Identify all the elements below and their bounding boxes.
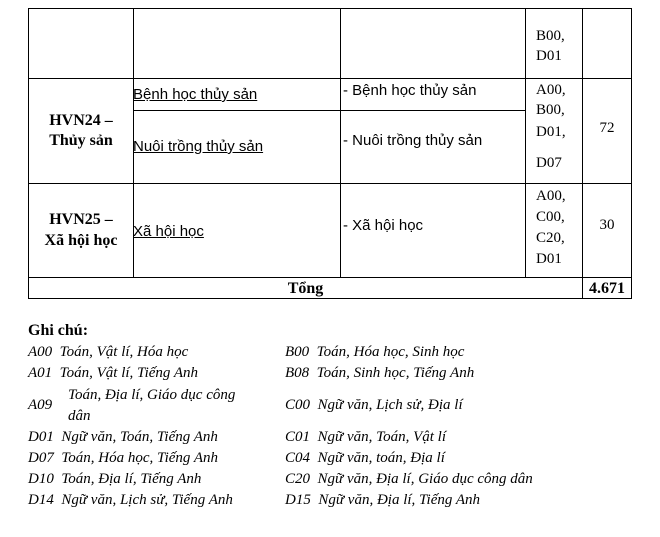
note-code: C20 xyxy=(285,471,311,487)
combo-code: C00, xyxy=(536,209,565,225)
note-code: D07 xyxy=(28,450,54,466)
note-item xyxy=(285,450,445,467)
note-item xyxy=(28,344,188,361)
combo-code: C20, xyxy=(536,230,565,246)
table-border-left xyxy=(28,8,29,299)
note-item xyxy=(285,492,480,509)
quota-value: 72 xyxy=(599,120,615,136)
note-code: C01 xyxy=(285,429,311,445)
note-subjects: Ngữ văn, toán, Địa lí xyxy=(317,450,445,466)
total-value: 4.671 xyxy=(589,280,625,297)
note-subjects: Toán, Sinh học, Tiếng Anh xyxy=(316,365,475,381)
row-divider xyxy=(28,277,632,278)
note-subjects: Ngữ văn, Địa lí, Tiếng Anh xyxy=(318,492,481,508)
major-name: Xã hội học xyxy=(133,223,204,240)
specialty-name: - Xã hội học xyxy=(343,217,424,234)
note-code: B00 xyxy=(285,344,310,360)
major-name: Bệnh học thủy sản xyxy=(133,86,258,103)
table-border-bottom xyxy=(28,298,632,299)
group-name: Thủy sản xyxy=(49,132,113,149)
combo-code: D01 xyxy=(536,48,562,64)
note-item xyxy=(285,365,474,382)
table-border-top xyxy=(28,8,632,9)
note-item xyxy=(285,471,533,488)
note-code: D10 xyxy=(28,471,54,487)
row-divider xyxy=(28,78,632,79)
note-subjects: Ngữ văn, Lịch sử, Tiếng Anh xyxy=(61,492,233,508)
note-code: D14 xyxy=(28,492,54,508)
notes-title: Ghi chú: xyxy=(28,322,89,339)
group-code: HVN24 – xyxy=(49,112,113,129)
table-border-right xyxy=(631,8,632,299)
note-code: C04 xyxy=(285,450,311,466)
specialty-name: - Bệnh học thủy sản xyxy=(343,82,477,99)
note-subjects: Toán, Vật lí, Hóa học xyxy=(59,344,189,360)
note-subjects: Toán, Địa lí, Giáo dục công xyxy=(68,387,236,403)
note-subjects: Ngữ văn, Địa lí, Giáo dục công dân xyxy=(317,471,533,487)
note-subjects: dân xyxy=(68,408,91,424)
column-divider xyxy=(340,8,341,278)
combo-code: D07 xyxy=(536,155,562,171)
row-divider xyxy=(133,110,525,111)
note-item xyxy=(28,471,201,488)
group-code: HVN25 – xyxy=(49,211,113,228)
note-subjects: Ngữ văn, Lịch sử, Địa lí xyxy=(317,397,463,413)
combo-code: A00, xyxy=(536,188,566,204)
combo-code: D01, xyxy=(536,124,566,140)
combo-code: B00, xyxy=(536,28,565,44)
note-item xyxy=(285,397,463,414)
major-name: Nuôi trồng thủy sản xyxy=(133,138,264,155)
specialty-name: - Nuôi trồng thủy sản xyxy=(343,132,483,149)
note-subjects: Toán, Hóa học, Tiếng Anh xyxy=(61,450,219,466)
note-subjects: Toán, Hóa học, Sinh học xyxy=(316,344,465,360)
group-name: Xã hội học xyxy=(44,232,118,249)
combo-code: B00, xyxy=(536,102,565,118)
note-code: A09 xyxy=(28,397,53,413)
note-code: A01 xyxy=(28,365,53,381)
note-code: A00 xyxy=(28,344,53,360)
note-subjects: Toán, Địa lí, Tiếng Anh xyxy=(61,471,202,487)
quota-value: 30 xyxy=(599,217,615,233)
note-code: C00 xyxy=(285,397,311,413)
column-divider xyxy=(582,8,583,299)
note-item xyxy=(28,365,198,382)
note-subjects: Ngữ văn, Toán, Vật lí xyxy=(317,429,446,445)
note-item xyxy=(28,450,218,467)
column-divider xyxy=(525,8,526,278)
note-item xyxy=(285,429,446,446)
row-divider xyxy=(28,183,632,184)
combo-code: D01 xyxy=(536,251,562,267)
note-item xyxy=(28,492,233,509)
note-subjects: Ngữ văn, Toán, Tiếng Anh xyxy=(61,429,218,445)
note-code: D01 xyxy=(28,429,54,445)
note-item xyxy=(28,429,218,446)
note-item xyxy=(285,344,464,361)
note-code: B08 xyxy=(285,365,310,381)
note-code: D15 xyxy=(285,492,311,508)
total-label: Tổng xyxy=(287,280,324,297)
note-subjects: Toán, Vật lí, Tiếng Anh xyxy=(59,365,199,381)
combo-code: A00, xyxy=(536,82,566,98)
